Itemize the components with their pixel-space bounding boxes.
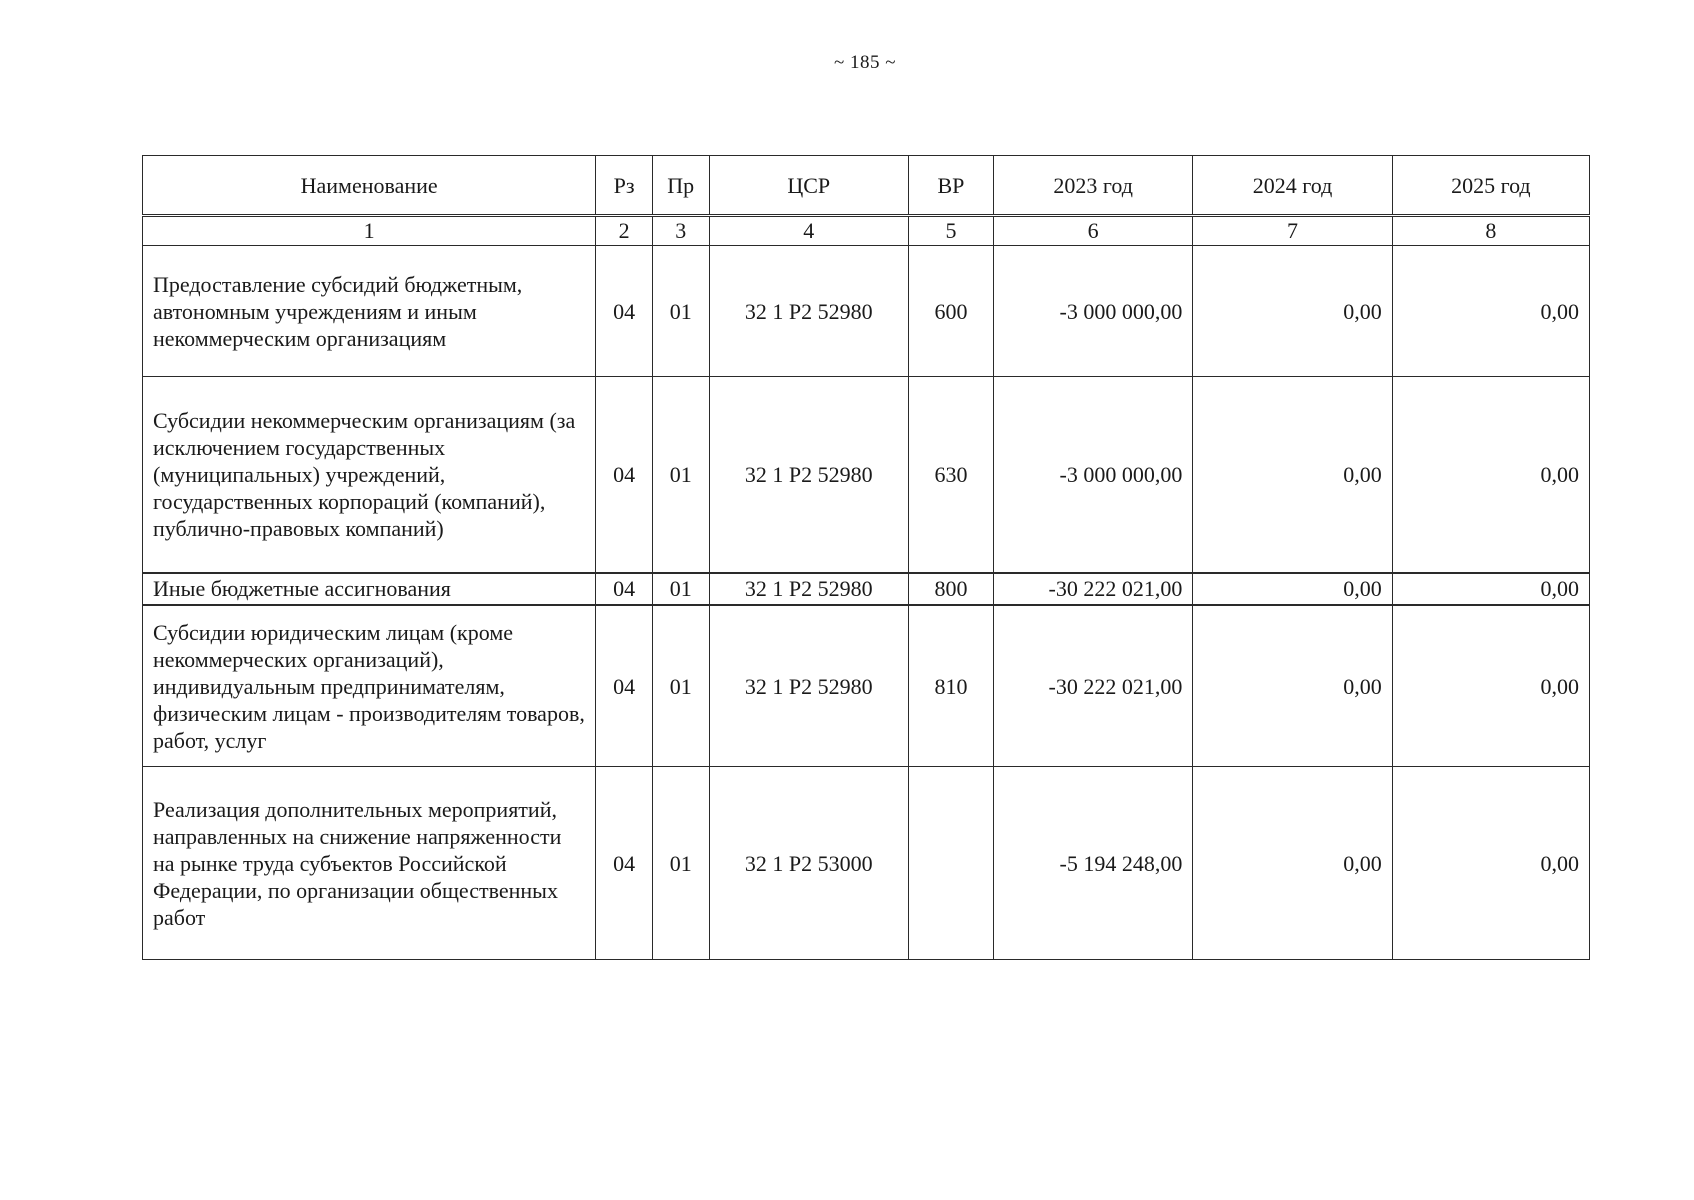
header-rz: Рз: [596, 156, 653, 216]
budget-table: [142, 155, 1590, 960]
header-vr: ВР: [908, 156, 993, 216]
row-2024: 0,00: [1193, 377, 1392, 574]
row-2025: 0,00: [1392, 605, 1589, 767]
row-2025: 0,00: [1392, 573, 1589, 605]
row-vr: [908, 767, 993, 960]
header-pr: Пр: [652, 156, 709, 216]
column-number: 8: [1392, 216, 1589, 246]
row-2024: 0,00: [1193, 605, 1392, 767]
row-name: Иные бюджетные ассигнования: [143, 573, 596, 605]
row-2023: -3 000 000,00: [993, 377, 1192, 574]
row-2024: 0,00: [1193, 246, 1392, 377]
row-2024: 0,00: [1193, 767, 1392, 960]
row-rz: 04: [596, 573, 653, 605]
row-csr: 32 1 Р2 52980: [709, 246, 908, 377]
row-2025: 0,00: [1392, 377, 1589, 574]
column-numbering-row: [143, 216, 1590, 246]
row-csr: 32 1 Р2 52980: [709, 573, 908, 605]
row-name: Реализация дополнительных мероприятий, направленных на снижение напряженности на рынке труда субъектов Российской Федерации, по организации общественных работ: [143, 767, 596, 960]
row-csr: 32 1 Р2 52980: [709, 605, 908, 767]
row-name: Субсидии юридическим лицам (кроме некоммерческих организаций), индивидуальным предпринимателям, физическим лицам - производителям товаров, работ, услуг: [143, 605, 596, 767]
header-2024: 2024 год: [1193, 156, 1392, 216]
header-2023: 2023 год: [993, 156, 1192, 216]
table-row: [143, 605, 1590, 767]
column-number: 7: [1193, 216, 1392, 246]
row-pr: 01: [652, 605, 709, 767]
row-2023: -3 000 000,00: [993, 246, 1192, 377]
column-number: 5: [908, 216, 993, 246]
row-rz: 04: [596, 605, 653, 767]
row-csr: 32 1 Р2 53000: [709, 767, 908, 960]
column-number: 6: [993, 216, 1192, 246]
header-name: Наименование: [143, 156, 596, 216]
row-pr: 01: [652, 573, 709, 605]
row-pr: 01: [652, 767, 709, 960]
page-number: ~ 185 ~: [833, 52, 897, 73]
column-number: 1: [143, 216, 596, 246]
row-pr: 01: [652, 246, 709, 377]
row-2023: -30 222 021,00: [993, 573, 1192, 605]
header-row: [143, 156, 1590, 216]
row-vr: 810: [908, 605, 993, 767]
header-2025: 2025 год: [1392, 156, 1589, 216]
table-row: [143, 767, 1590, 960]
row-2023: -30 222 021,00: [993, 605, 1192, 767]
row-name: Субсидии некоммерческим организациям (за исключением государственных (муниципальных) учреждений, государственных корпораций (компаний), публично-правовых компаний): [143, 377, 596, 574]
column-number: 3: [652, 216, 709, 246]
row-pr: 01: [652, 377, 709, 574]
column-number: 4: [709, 216, 908, 246]
table-row: [143, 246, 1590, 377]
row-2023: -5 194 248,00: [993, 767, 1192, 960]
row-vr: 600: [908, 246, 993, 377]
row-csr: 32 1 Р2 52980: [709, 377, 908, 574]
row-vr: 630: [908, 377, 993, 574]
row-name: Предоставление субсидий бюджетным, автономным учреждениям и иным некоммерческим организациям: [143, 246, 596, 377]
row-rz: 04: [596, 377, 653, 574]
table-row: [143, 573, 1590, 605]
row-2025: 0,00: [1392, 767, 1589, 960]
row-2025: 0,00: [1392, 246, 1589, 377]
header-csr: ЦСР: [709, 156, 908, 216]
row-2024: 0,00: [1193, 573, 1392, 605]
table-row: [143, 377, 1590, 574]
row-vr: 800: [908, 573, 993, 605]
column-number: 2: [596, 216, 653, 246]
row-rz: 04: [596, 767, 653, 960]
row-rz: 04: [596, 246, 653, 377]
